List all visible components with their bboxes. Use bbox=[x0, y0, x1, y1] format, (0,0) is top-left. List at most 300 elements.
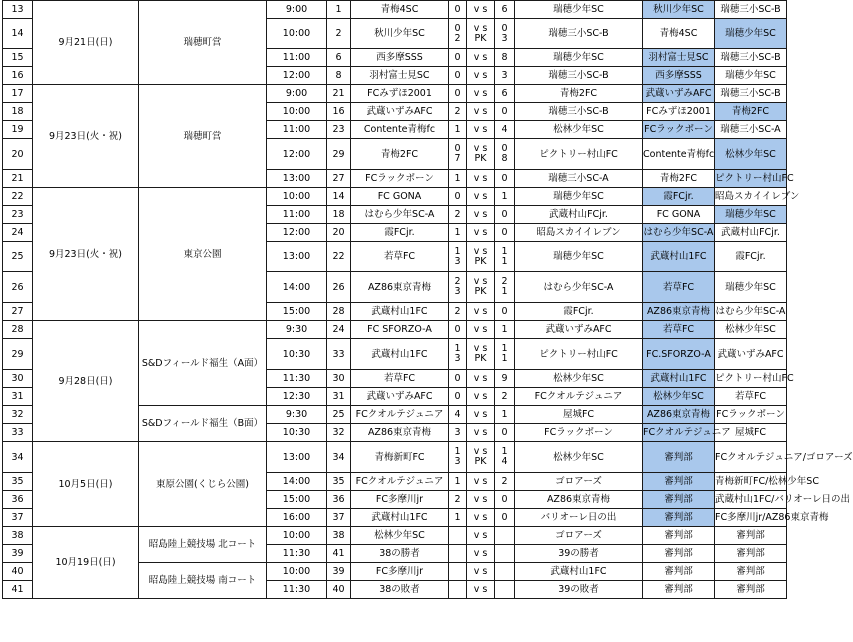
match-number: 6 bbox=[327, 49, 351, 67]
vs-label: v s bbox=[467, 85, 495, 103]
match-date: 9月23日(火・祝) bbox=[33, 85, 139, 188]
vs-label: v s bbox=[467, 424, 495, 442]
away-score: 0 bbox=[495, 206, 515, 224]
kickoff-time: 9:30 bbox=[267, 321, 327, 339]
away-score-value: 1 bbox=[501, 446, 508, 457]
vs-label: v s bbox=[467, 473, 495, 491]
row-number: 17 bbox=[3, 85, 33, 103]
away-score bbox=[495, 272, 515, 303]
home-score: 2 bbox=[449, 206, 467, 224]
match-number: 16 bbox=[327, 103, 351, 121]
kickoff-time: 13:00 bbox=[267, 170, 327, 188]
venue: S&Dフィールド福生（A面） bbox=[139, 321, 267, 406]
away-score bbox=[495, 242, 515, 272]
away-team: バリオーレ日の出 bbox=[515, 509, 643, 527]
home-team: 霞FCjr. bbox=[351, 224, 449, 242]
match-number: 8 bbox=[327, 67, 351, 85]
away-team: 霞FCjr. bbox=[515, 303, 643, 321]
home-pk-score: 3 bbox=[454, 255, 461, 267]
home-score bbox=[449, 527, 467, 545]
home-score: 1 bbox=[449, 509, 467, 527]
kickoff-time: 11:30 bbox=[267, 545, 327, 563]
row-number: 16 bbox=[3, 67, 33, 85]
kickoff-time: 12:00 bbox=[267, 139, 327, 170]
home-score: 2 bbox=[449, 103, 467, 121]
referee-2: 松林少年SC bbox=[715, 321, 787, 339]
home-score bbox=[449, 242, 467, 272]
vs-label: v s bbox=[467, 406, 495, 424]
away-score bbox=[495, 527, 515, 545]
home-team: 38の敗者 bbox=[351, 581, 449, 599]
referee-1: Contente青梅fc bbox=[643, 139, 715, 170]
table-row bbox=[3, 85, 787, 103]
referee-2: 昭島スカイイレブン bbox=[715, 188, 787, 206]
referee-1: 武蔵いずみAFC bbox=[643, 85, 715, 103]
referee-2: 青梅新町FC/松林少年SC bbox=[715, 473, 787, 491]
kickoff-time: 12:00 bbox=[267, 67, 327, 85]
home-team: 武蔵いずみAFC bbox=[351, 388, 449, 406]
row-number: 39 bbox=[3, 545, 33, 563]
referee-2: 霞FCjr. bbox=[715, 242, 787, 272]
referee-2: 武蔵村山FCjr. bbox=[715, 224, 787, 242]
home-score: 0 bbox=[449, 321, 467, 339]
row-number: 32 bbox=[3, 406, 33, 424]
home-team: 若草FC bbox=[351, 242, 449, 272]
away-team: 武蔵いずみAFC bbox=[515, 321, 643, 339]
kickoff-time: 11:30 bbox=[267, 370, 327, 388]
away-team: 屋城FC bbox=[515, 406, 643, 424]
vs-label: v s bbox=[467, 563, 495, 581]
kickoff-time: 12:30 bbox=[267, 388, 327, 406]
kickoff-time: 9:30 bbox=[267, 406, 327, 424]
home-pk-score: 7 bbox=[454, 153, 461, 164]
row-number: 36 bbox=[3, 491, 33, 509]
referee-1: 審判部 bbox=[643, 491, 715, 509]
home-team: 若草FC bbox=[351, 370, 449, 388]
away-team: FCクオルテジュニア bbox=[515, 388, 643, 406]
away-score: 0 bbox=[495, 509, 515, 527]
referee-1: FC.SFORZO-A bbox=[643, 339, 715, 370]
vs-label bbox=[467, 442, 495, 473]
kickoff-time: 10:00 bbox=[267, 563, 327, 581]
match-number: 41 bbox=[327, 545, 351, 563]
away-team: はむら少年SC-A bbox=[515, 272, 643, 303]
home-score: 0 bbox=[449, 1, 467, 19]
vs-label: v s bbox=[467, 103, 495, 121]
match-number: 20 bbox=[327, 224, 351, 242]
home-score: 1 bbox=[449, 473, 467, 491]
referee-1: 若草FC bbox=[643, 272, 715, 303]
referee-2: 審判部 bbox=[715, 527, 787, 545]
away-score: 2 bbox=[495, 388, 515, 406]
table-row bbox=[3, 188, 787, 206]
row-number: 31 bbox=[3, 388, 33, 406]
home-score bbox=[449, 581, 467, 599]
away-pk-score: 4 bbox=[501, 456, 508, 467]
referee-2: 松林少年SC bbox=[715, 139, 787, 170]
away-score: 9 bbox=[495, 370, 515, 388]
vs-label: v s bbox=[467, 581, 495, 599]
row-number: 40 bbox=[3, 563, 33, 581]
vs-label: v s bbox=[467, 188, 495, 206]
away-team: 39の敗者 bbox=[515, 581, 643, 599]
referee-1: 武蔵村山1FC bbox=[643, 242, 715, 272]
home-pk-score: 3 bbox=[454, 286, 461, 297]
table-row bbox=[3, 321, 787, 339]
kickoff-time: 16:00 bbox=[267, 509, 327, 527]
away-score-value: 1 bbox=[501, 343, 508, 354]
venue: S&Dフィールド福生（B面） bbox=[139, 406, 267, 442]
referee-1: 青梅4SC bbox=[643, 19, 715, 49]
home-team: 秋川少年SC bbox=[351, 19, 449, 49]
away-score bbox=[495, 581, 515, 599]
home-team: 羽村富士見SC bbox=[351, 67, 449, 85]
referee-1: 秋川少年SC bbox=[643, 1, 715, 19]
kickoff-time: 11:00 bbox=[267, 206, 327, 224]
home-team: Contente青梅fc bbox=[351, 121, 449, 139]
away-score: 1 bbox=[495, 406, 515, 424]
referee-1: 霞FCjr. bbox=[643, 188, 715, 206]
pk-label: PK bbox=[474, 32, 487, 44]
kickoff-time: 9:00 bbox=[267, 1, 327, 19]
row-number: 27 bbox=[3, 303, 33, 321]
home-pk-score: 3 bbox=[454, 456, 461, 467]
vs-text: v s bbox=[473, 143, 488, 154]
kickoff-time: 10:30 bbox=[267, 339, 327, 370]
row-number: 23 bbox=[3, 206, 33, 224]
venue: 昭島陸上競技場 南コート bbox=[139, 563, 267, 599]
referee-1: 若草FC bbox=[643, 321, 715, 339]
referee-2: ピクトリー村山FC bbox=[715, 170, 787, 188]
home-score bbox=[449, 545, 467, 563]
home-team: 38の勝者 bbox=[351, 545, 449, 563]
home-score: 2 bbox=[449, 491, 467, 509]
row-number: 33 bbox=[3, 424, 33, 442]
row-number: 37 bbox=[3, 509, 33, 527]
referee-2: FC多摩川jr/AZ86東京青梅 bbox=[715, 509, 787, 527]
home-score: 0 bbox=[449, 388, 467, 406]
away-pk-score: 1 bbox=[501, 255, 508, 267]
away-team: 武蔵村山FCjr. bbox=[515, 206, 643, 224]
match-number: 39 bbox=[327, 563, 351, 581]
kickoff-time: 11:00 bbox=[267, 121, 327, 139]
match-date: 9月21日(日) bbox=[33, 1, 139, 85]
kickoff-time: 13:00 bbox=[267, 242, 327, 272]
vs-text: v s bbox=[473, 343, 488, 354]
home-score bbox=[449, 19, 467, 49]
home-score bbox=[449, 442, 467, 473]
away-score: 0 bbox=[495, 103, 515, 121]
row-number: 15 bbox=[3, 49, 33, 67]
vs-text: v s bbox=[473, 276, 488, 287]
row-number: 24 bbox=[3, 224, 33, 242]
kickoff-time: 10:00 bbox=[267, 188, 327, 206]
home-score-value: 0 bbox=[454, 143, 461, 154]
away-team: ゴロアーズ bbox=[515, 527, 643, 545]
home-score bbox=[449, 563, 467, 581]
referee-2: 青梅2FC bbox=[715, 103, 787, 121]
away-team: 瑞穂少年SC bbox=[515, 49, 643, 67]
table-row bbox=[3, 527, 787, 545]
away-score: 3 bbox=[495, 67, 515, 85]
vs-label: v s bbox=[467, 321, 495, 339]
home-score-value: 1 bbox=[454, 245, 461, 257]
referee-1: 審判部 bbox=[643, 545, 715, 563]
match-number: 30 bbox=[327, 370, 351, 388]
home-score: 0 bbox=[449, 188, 467, 206]
match-date: 10月19日(日) bbox=[33, 527, 139, 599]
home-score: 4 bbox=[449, 406, 467, 424]
away-team: 瑞穂少年SC bbox=[515, 1, 643, 19]
home-team: はむら少年SC-A bbox=[351, 206, 449, 224]
referee-1: FCクオルテジュニア bbox=[643, 424, 715, 442]
referee-1: FCみずほ2001 bbox=[643, 103, 715, 121]
kickoff-time: 15:00 bbox=[267, 303, 327, 321]
away-score-value: 0 bbox=[501, 22, 508, 34]
home-team: 武蔵村山1FC bbox=[351, 509, 449, 527]
referee-2: 瑞穂少年SC bbox=[715, 19, 787, 49]
home-score: 1 bbox=[449, 224, 467, 242]
away-score bbox=[495, 563, 515, 581]
home-score bbox=[449, 339, 467, 370]
row-number: 20 bbox=[3, 139, 33, 170]
referee-2: 若草FC bbox=[715, 388, 787, 406]
row-number: 38 bbox=[3, 527, 33, 545]
home-score: 0 bbox=[449, 85, 467, 103]
row-number: 29 bbox=[3, 339, 33, 370]
table-row bbox=[3, 1, 787, 19]
match-number: 33 bbox=[327, 339, 351, 370]
referee-1: 審判部 bbox=[643, 527, 715, 545]
kickoff-time: 10:00 bbox=[267, 527, 327, 545]
vs-label: v s bbox=[467, 303, 495, 321]
home-score bbox=[449, 272, 467, 303]
home-team: FC GONA bbox=[351, 188, 449, 206]
kickoff-time: 12:00 bbox=[267, 224, 327, 242]
referee-1: 青梅2FC bbox=[643, 170, 715, 188]
away-team: AZ86東京青梅 bbox=[515, 491, 643, 509]
away-score: 0 bbox=[495, 303, 515, 321]
away-team: 武蔵村山1FC bbox=[515, 563, 643, 581]
vs-text: v s bbox=[473, 245, 488, 257]
referee-1: 羽村富士見SC bbox=[643, 49, 715, 67]
match-number: 40 bbox=[327, 581, 351, 599]
home-team: AZ86東京青梅 bbox=[351, 272, 449, 303]
kickoff-time: 10:00 bbox=[267, 103, 327, 121]
away-score: 0 bbox=[495, 224, 515, 242]
row-number: 14 bbox=[3, 19, 33, 49]
match-number: 32 bbox=[327, 424, 351, 442]
away-team: 松林少年SC bbox=[515, 442, 643, 473]
row-number: 25 bbox=[3, 242, 33, 272]
home-score: 0 bbox=[449, 49, 467, 67]
match-date: 10月5日(日) bbox=[33, 442, 139, 527]
referee-2: 審判部 bbox=[715, 581, 787, 599]
referee-2: 武蔵村山1FC/バリオーレ日の出 bbox=[715, 491, 787, 509]
away-team: 松林少年SC bbox=[515, 121, 643, 139]
row-number: 21 bbox=[3, 170, 33, 188]
away-score: 2 bbox=[495, 473, 515, 491]
vs-label bbox=[467, 139, 495, 170]
row-number: 19 bbox=[3, 121, 33, 139]
match-number: 23 bbox=[327, 121, 351, 139]
home-pk-score: 2 bbox=[454, 32, 461, 44]
match-number: 2 bbox=[327, 19, 351, 49]
away-score-value: 2 bbox=[501, 276, 508, 287]
referee-2: 瑞穂少年SC bbox=[715, 67, 787, 85]
row-number: 35 bbox=[3, 473, 33, 491]
referee-2: FCラックボーン bbox=[715, 406, 787, 424]
referee-2: 瑞穂三小SC-B bbox=[715, 85, 787, 103]
match-number: 14 bbox=[327, 188, 351, 206]
vs-label: v s bbox=[467, 370, 495, 388]
referee-1: 武蔵村山1FC bbox=[643, 370, 715, 388]
kickoff-time: 11:00 bbox=[267, 49, 327, 67]
table-row bbox=[3, 442, 787, 473]
kickoff-time: 10:00 bbox=[267, 19, 327, 49]
match-number: 38 bbox=[327, 527, 351, 545]
vs-label bbox=[467, 242, 495, 272]
away-team: ゴロアーズ bbox=[515, 473, 643, 491]
vs-label: v s bbox=[467, 121, 495, 139]
kickoff-time: 13:00 bbox=[267, 442, 327, 473]
venue: 瑞穂町営 bbox=[139, 1, 267, 85]
match-number: 29 bbox=[327, 139, 351, 170]
away-team: 瑞穂三小SC-B bbox=[515, 19, 643, 49]
kickoff-time: 15:00 bbox=[267, 491, 327, 509]
home-team: FC SFORZO-A bbox=[351, 321, 449, 339]
home-score: 1 bbox=[449, 121, 467, 139]
away-team: ピクトリー村山FC bbox=[515, 339, 643, 370]
home-team: AZ86東京青梅 bbox=[351, 424, 449, 442]
kickoff-time: 14:00 bbox=[267, 473, 327, 491]
home-team: 松林少年SC bbox=[351, 527, 449, 545]
referee-2: ピクトリー村山FC bbox=[715, 370, 787, 388]
match-date: 9月28日(日) bbox=[33, 321, 139, 442]
home-team: FCラックボーン bbox=[351, 170, 449, 188]
away-score bbox=[495, 139, 515, 170]
vs-label: v s bbox=[467, 545, 495, 563]
referee-1: 審判部 bbox=[643, 563, 715, 581]
vs-label bbox=[467, 272, 495, 303]
vs-label: v s bbox=[467, 388, 495, 406]
referee-2: 審判部 bbox=[715, 563, 787, 581]
away-score bbox=[495, 339, 515, 370]
row-number: 30 bbox=[3, 370, 33, 388]
away-score-value: 0 bbox=[501, 143, 508, 154]
away-team: 瑞穂少年SC bbox=[515, 188, 643, 206]
venue: 昭島陸上競技場 北コート bbox=[139, 527, 267, 563]
home-team: 武蔵村山1FC bbox=[351, 303, 449, 321]
referee-1: 審判部 bbox=[643, 442, 715, 473]
home-score-value: 1 bbox=[454, 343, 461, 354]
match-number: 37 bbox=[327, 509, 351, 527]
row-number: 18 bbox=[3, 103, 33, 121]
referee-2: 屋城FC bbox=[715, 424, 787, 442]
away-team: 瑞穂三小SC-B bbox=[515, 67, 643, 85]
home-score: 3 bbox=[449, 424, 467, 442]
row-number: 41 bbox=[3, 581, 33, 599]
away-team: FCラックボーン bbox=[515, 424, 643, 442]
referee-2: 審判部 bbox=[715, 545, 787, 563]
venue: 東京公園 bbox=[139, 188, 267, 321]
vs-label: v s bbox=[467, 527, 495, 545]
home-team: 武蔵いずみAFC bbox=[351, 103, 449, 121]
pk-label: PK bbox=[474, 286, 487, 297]
away-team: 瑞穂三小SC-A bbox=[515, 170, 643, 188]
away-pk-score: 1 bbox=[501, 353, 508, 364]
match-number: 34 bbox=[327, 442, 351, 473]
home-team: FCクオルテジュニア bbox=[351, 406, 449, 424]
home-score-value: 0 bbox=[454, 22, 461, 34]
home-team: 西多摩SSS bbox=[351, 49, 449, 67]
match-number: 1 bbox=[327, 1, 351, 19]
schedule-table bbox=[2, 0, 853, 599]
away-team: ピクトリー村山FC bbox=[515, 139, 643, 170]
vs-label: v s bbox=[467, 1, 495, 19]
kickoff-time: 11:30 bbox=[267, 581, 327, 599]
pk-label: PK bbox=[474, 353, 487, 364]
match-number: 22 bbox=[327, 242, 351, 272]
vs-label: v s bbox=[467, 170, 495, 188]
away-team: 瑞穂三小SC-B bbox=[515, 103, 643, 121]
referee-2: 瑞穂三小SC-B bbox=[715, 49, 787, 67]
referee-2: 瑞穂少年SC bbox=[715, 272, 787, 303]
kickoff-time: 10:30 bbox=[267, 424, 327, 442]
home-team: 青梅2FC bbox=[351, 139, 449, 170]
match-number: 35 bbox=[327, 473, 351, 491]
match-date: 9月23日(火・祝) bbox=[33, 188, 139, 321]
vs-text: v s bbox=[473, 446, 488, 457]
home-team: FC多摩川jr bbox=[351, 563, 449, 581]
away-score: 0 bbox=[495, 170, 515, 188]
vs-text: v s bbox=[473, 22, 488, 34]
referee-1: 西多摩SSS bbox=[643, 67, 715, 85]
match-number: 31 bbox=[327, 388, 351, 406]
home-team: FCみずほ2001 bbox=[351, 85, 449, 103]
venue: 東原公園(くじら公園) bbox=[139, 442, 267, 527]
vs-label: v s bbox=[467, 67, 495, 85]
away-score: 1 bbox=[495, 188, 515, 206]
referee-2: はむら少年SC-A bbox=[715, 303, 787, 321]
match-number: 36 bbox=[327, 491, 351, 509]
kickoff-time: 9:00 bbox=[267, 85, 327, 103]
away-team: 松林少年SC bbox=[515, 370, 643, 388]
away-score: 4 bbox=[495, 121, 515, 139]
referee-1: FC GONA bbox=[643, 206, 715, 224]
away-score: 1 bbox=[495, 321, 515, 339]
home-team: 武蔵村山1FC bbox=[351, 339, 449, 370]
referee-1: FCラックボーン bbox=[643, 121, 715, 139]
away-team: 39の勝者 bbox=[515, 545, 643, 563]
referee-1: AZ86東京青梅 bbox=[643, 303, 715, 321]
pk-label: PK bbox=[474, 255, 487, 267]
away-team: 青梅2FC bbox=[515, 85, 643, 103]
away-score-value: 1 bbox=[501, 245, 508, 257]
row-number: 13 bbox=[3, 1, 33, 19]
vs-label: v s bbox=[467, 49, 495, 67]
home-team: FCクオルテジュニア bbox=[351, 473, 449, 491]
vs-label bbox=[467, 19, 495, 49]
away-team: 瑞穂少年SC bbox=[515, 242, 643, 272]
away-pk-score: 3 bbox=[501, 32, 508, 44]
referee-1: AZ86東京青梅 bbox=[643, 406, 715, 424]
referee-2: 瑞穂三小SC-B bbox=[715, 1, 787, 19]
away-score bbox=[495, 19, 515, 49]
home-score bbox=[449, 139, 467, 170]
home-team: FC多摩川jr bbox=[351, 491, 449, 509]
pk-label: PK bbox=[474, 456, 487, 467]
